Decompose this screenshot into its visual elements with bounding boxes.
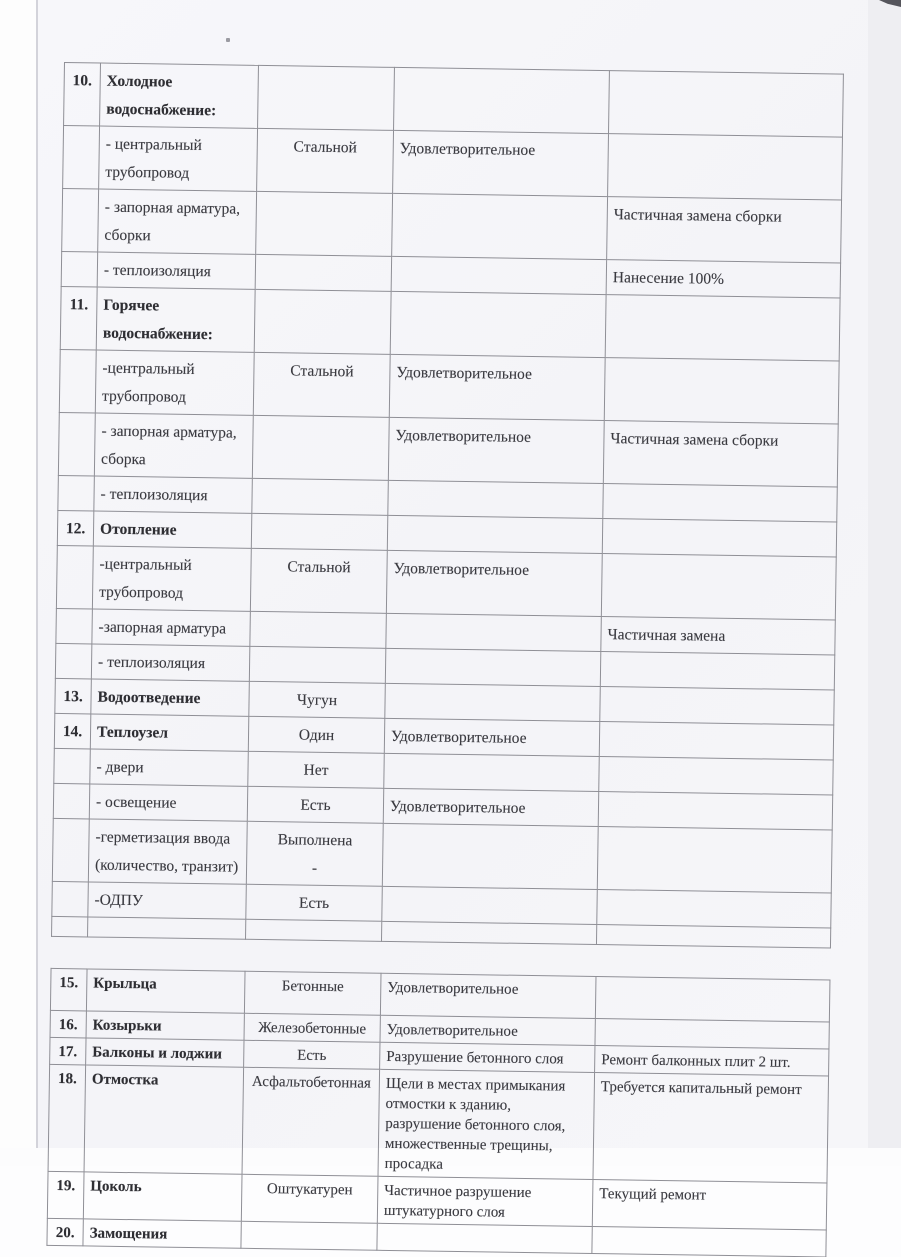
table-row (60, 286, 840, 361)
condition-cell (384, 753, 599, 791)
notes-cell: Текущий ремонт (592, 1179, 827, 1229)
notes-cell: Требуется капитальный ремонт (593, 1072, 829, 1182)
notes-cell (596, 924, 830, 947)
element-name-cell: Цоколь (83, 1172, 242, 1221)
condition-cell (377, 1223, 592, 1253)
material-cell: Стальной (253, 352, 390, 417)
table-row (52, 818, 832, 893)
notes-cell (604, 358, 839, 424)
condition-cell: Удовлетворительное (380, 973, 596, 1018)
material-cell (252, 478, 389, 515)
material-cell (252, 415, 389, 480)
paper-left-edge-shadow (36, 0, 38, 1148)
condition-cell (382, 823, 598, 889)
notes-cell (608, 71, 843, 137)
scan-speck (226, 38, 230, 42)
material-cell: Чугун (249, 681, 386, 718)
notes-cell (600, 652, 834, 690)
scan-background-left (0, 0, 37, 1166)
row-number-cell (55, 643, 92, 679)
material-cell: Асфальтобетонная (242, 1067, 380, 1176)
element-name-cell: Водоотведение (91, 679, 250, 716)
material-cell (249, 646, 386, 683)
row-number-cell (63, 126, 100, 190)
condition-cell (390, 291, 606, 357)
element-name-cell: Замощения (83, 1219, 241, 1248)
material-cell (258, 65, 395, 130)
condition-cell: Удовлетворительное (383, 788, 598, 826)
notes-cell (601, 554, 836, 620)
table-row (58, 412, 838, 487)
table-row (48, 1064, 829, 1183)
notes-cell (599, 757, 833, 795)
table-row (64, 63, 844, 138)
condition-cell (385, 683, 600, 721)
material-cell: Железобетонные (244, 1013, 380, 1042)
element-name-cell: -герметизация ввода (количество, транзит) (88, 819, 247, 884)
table-row (63, 126, 843, 201)
material-cell (255, 254, 392, 291)
row-number-cell: 20. (47, 1218, 83, 1246)
condition-cell: Удовлетворительное (389, 354, 605, 420)
row-number-cell: 10. (64, 63, 101, 127)
row-number-cell (61, 251, 98, 287)
row-number-cell (58, 475, 95, 511)
material-cell (251, 513, 388, 550)
notes-cell: Частичная замена (601, 617, 835, 655)
element-name-cell: - теплоизоляция (94, 476, 253, 513)
row-number-cell (52, 818, 89, 882)
notes-cell (600, 687, 834, 725)
material-cell (241, 1221, 377, 1250)
table-row (56, 545, 836, 620)
notes-cell: Частичная замена сборки (603, 421, 838, 487)
notes-cell: Нанесение 100% (606, 260, 840, 298)
notes-cell (605, 295, 840, 361)
element-name-cell: - двери (90, 749, 249, 786)
row-number-cell (56, 608, 93, 644)
element-name-cell: - центральный трубопровод (99, 126, 258, 191)
element-name-cell: Теплоузел (90, 714, 249, 751)
row-number-cell (62, 188, 99, 252)
element-name-cell: -центральный трубопровод (92, 546, 251, 611)
condition-cell: Частичное разрушение штукатурного слоя (377, 1176, 593, 1226)
element-name-cell: Балконы и лоджии (86, 1038, 244, 1067)
material-cell: Есть (244, 1040, 380, 1069)
document-body (46, 62, 842, 1257)
row-number-cell: 14. (54, 713, 91, 749)
element-name-cell: Крыльца (86, 969, 245, 1013)
condition-cell (387, 515, 602, 553)
row-number-cell (52, 916, 88, 937)
material-cell (250, 611, 387, 648)
notes-cell (608, 134, 843, 200)
element-name-cell (88, 917, 246, 939)
row-number-cell (53, 783, 90, 819)
material-cell: Один (248, 716, 385, 753)
row-number-cell: 17. (50, 1037, 86, 1065)
condition-cell (382, 886, 597, 924)
notes-cell (592, 1226, 826, 1256)
material-cell (256, 191, 393, 256)
notes-cell: Ремонт балконных плит 2 шт. (595, 1045, 829, 1075)
element-name-cell: Горячее водоснабжение: (96, 287, 255, 352)
element-name-cell: Холодное водоснабжение: (100, 63, 259, 128)
element-name-cell: Козырьки (86, 1011, 244, 1040)
row-number-cell (56, 545, 93, 609)
material-cell: Есть (246, 884, 383, 921)
condition-cell: Удовлетворительное (393, 130, 609, 196)
notes-cell (602, 519, 836, 557)
element-name-cell: Отопление (93, 511, 252, 548)
row-number-cell: 11. (60, 286, 97, 350)
condition-cell (394, 67, 610, 133)
element-name-cell: -ОДПУ (88, 882, 247, 919)
exterior-elements-table (46, 968, 830, 1257)
row-number-cell (52, 881, 89, 917)
row-number-cell: 16. (50, 1010, 86, 1038)
material-cell: Стальной (250, 548, 387, 613)
notes-cell (598, 792, 832, 830)
row-number-cell (58, 412, 95, 476)
material-cell (246, 919, 382, 941)
element-name-cell: - теплоизоляция (97, 252, 256, 289)
condition-cell (391, 256, 606, 294)
notes-cell (599, 722, 833, 760)
notes-cell (597, 827, 832, 893)
table-row (62, 188, 842, 263)
material-cell: Нет (248, 751, 385, 788)
row-number-cell: 15. (50, 968, 87, 1011)
element-name-cell: -запорная арматура (92, 609, 251, 646)
scan-background-right (868, 0, 901, 1166)
element-name-cell: Отмостка (84, 1065, 244, 1174)
material-cell: Оштукатурен (241, 1174, 378, 1223)
material-cell: Есть (247, 786, 384, 823)
condition-cell: Удовлетворительное (384, 718, 599, 756)
table-row (59, 349, 839, 424)
row-number-cell: 13. (55, 678, 92, 714)
notes-cell (595, 1018, 829, 1048)
condition-cell (392, 193, 608, 259)
notes-cell (603, 484, 837, 522)
element-name-cell: - освещение (89, 784, 248, 821)
condition-cell: Удовлетворительное (380, 1015, 595, 1045)
row-number-cell (54, 748, 91, 784)
condition-cell (385, 648, 600, 686)
material-cell (254, 289, 391, 354)
row-number-cell (59, 349, 96, 413)
condition-cell: Удовлетворительное (388, 417, 604, 483)
condition-cell: Щели в местах примыкания отмостки к зданию, разрушение бетонного слоя, множественные трещины, просадка (378, 1069, 595, 1179)
element-name-cell: -центральный трубопровод (95, 350, 254, 415)
material-cell: Выполнена - (246, 821, 383, 886)
material-cell: Стальной (257, 128, 394, 193)
notes-cell (595, 976, 830, 1021)
element-name-cell: - запорная арматура, сборки (98, 189, 257, 254)
condition-cell: Удовлетворительное (386, 550, 602, 616)
element-name-cell: - запорная арматура, сборка (94, 413, 253, 478)
row-number-cell: 12. (57, 510, 94, 546)
row-number-cell: 18. (48, 1064, 86, 1172)
condition-cell (388, 480, 603, 518)
material-cell: Бетонные (244, 971, 381, 1015)
condition-cell (386, 613, 601, 651)
utilities-table (51, 62, 844, 948)
notes-cell: Частичная замена сборки (607, 197, 842, 263)
row-number-cell: 19. (47, 1171, 84, 1219)
condition-cell: Разрушение бетонного слоя (380, 1042, 595, 1072)
condition-cell (381, 921, 596, 944)
element-name-cell: - теплоизоляция (91, 644, 250, 681)
notes-cell (597, 890, 831, 928)
